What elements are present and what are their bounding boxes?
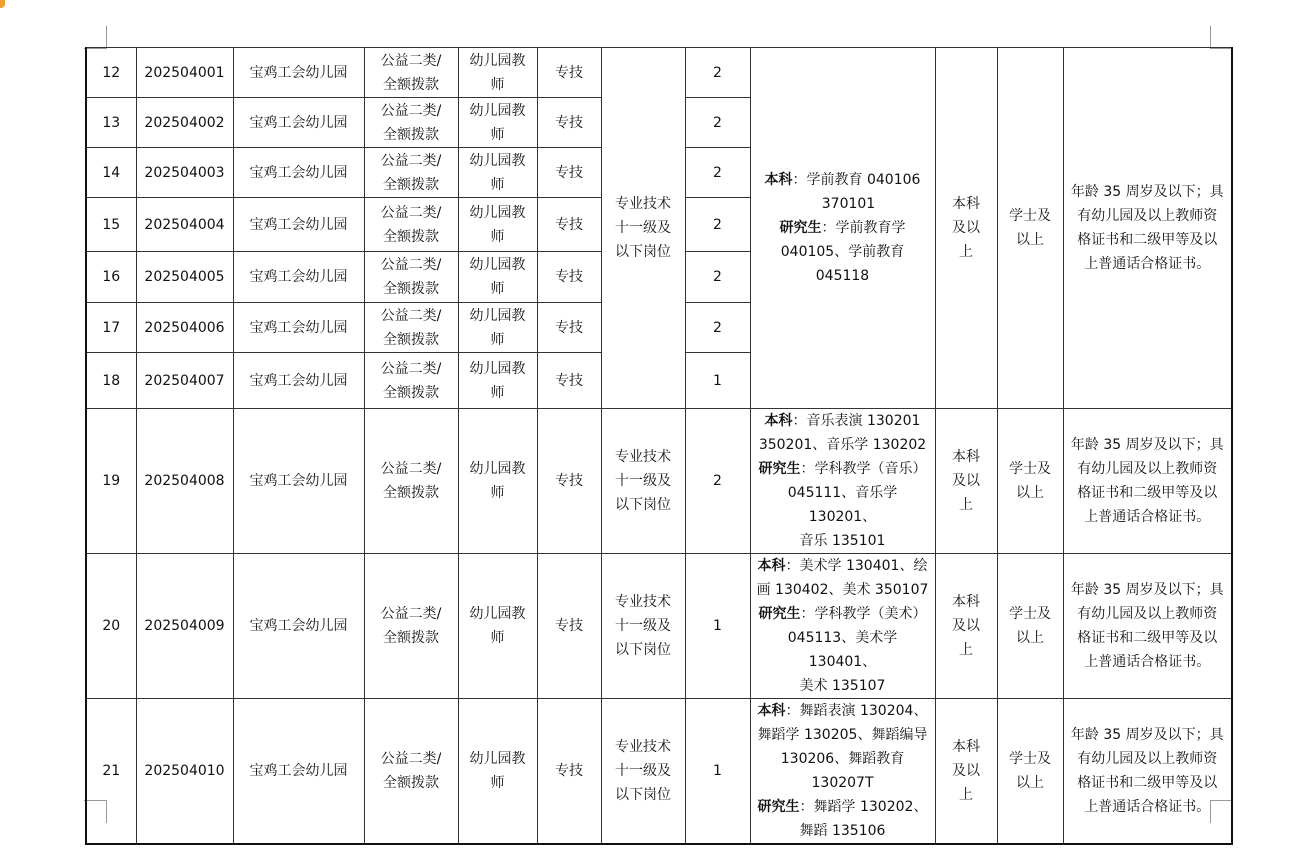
cell-post (458, 554, 537, 699)
bk-text-2: 370101 (821, 196, 876, 212)
table-row (86, 699, 1232, 845)
major-yjs-line (754, 457, 932, 481)
cell-degree (997, 554, 1063, 699)
cell-category: 专技 (537, 252, 601, 303)
cell-type (364, 198, 458, 252)
cell-no: 20 (86, 554, 136, 699)
cell-unit: 宝鸡工会幼儿园 (233, 48, 364, 98)
cell-category: 专技 (537, 699, 601, 845)
cell-requirement (1063, 409, 1232, 554)
cell-no: 19 (86, 409, 136, 554)
cell-unit: 宝鸡工会幼儿园 (233, 409, 364, 554)
req-line-3: 格证书和二级甲等及以 (1077, 232, 1218, 248)
cell-unit: 宝鸡工会幼儿园 (233, 98, 364, 148)
edu-line-3: 上 (959, 642, 973, 658)
edu-line-2: 及以 (952, 473, 980, 489)
cell-post (458, 148, 537, 198)
yjs-label: 研究生 (779, 220, 822, 236)
post-line-1: 幼儿园教 (469, 751, 526, 767)
cell-post (458, 198, 537, 252)
cell-no: 18 (86, 353, 136, 409)
yjs-text-1: ：学前教育学 (821, 220, 906, 236)
cell-code: 202504008 (136, 409, 233, 554)
cell-type (364, 98, 458, 148)
degree-line-2: 以上 (1016, 485, 1044, 501)
cell-code: 202504010 (136, 699, 233, 845)
post-line-2: 师 (490, 630, 505, 646)
cell-no: 12 (86, 48, 136, 98)
bk-text-4: 130207T (811, 775, 874, 791)
cell-category: 专技 (537, 303, 601, 353)
degree-line-1: 学士及 (1009, 606, 1051, 622)
bk-text-1: ：学前教育 040106 (792, 172, 921, 188)
cell-type (364, 48, 458, 98)
bk-text-3: 130206、舞蹈教育 (780, 751, 905, 767)
cell-degree-merged (997, 48, 1063, 409)
type-line-2: 全额拨款 (383, 331, 439, 348)
major-bk-line (754, 168, 932, 192)
cell-unit: 宝鸡工会幼儿园 (233, 148, 364, 198)
level-line-1: 专业技术 (615, 739, 671, 755)
bk-text-1: ：音乐表演 130201 (792, 413, 921, 429)
level-line-2: 十一级及 (615, 763, 671, 779)
level-line-2: 十一级及 (615, 220, 671, 236)
type-line-1: 公益二类/ (380, 461, 442, 477)
cell-code: 202504002 (136, 98, 233, 148)
cell-type (364, 148, 458, 198)
req-line-3: 格证书和二级甲等及以 (1077, 775, 1218, 791)
bk-text-2: 画 130402、美术 350107 (756, 582, 929, 598)
bk-label: 本科 (764, 172, 793, 188)
edu-line-1: 本科 (952, 449, 980, 465)
yjs-text-2: 045111、音乐学 130201、 (787, 485, 898, 525)
post-line-1: 幼儿园教 (469, 52, 526, 69)
major-yjs-line (754, 795, 932, 819)
cell-post (458, 252, 537, 303)
post-line-2: 师 (490, 176, 505, 193)
cell-code: 202504009 (136, 554, 233, 699)
cell-code: 202504003 (136, 148, 233, 198)
cell-unit: 宝鸡工会幼儿园 (233, 252, 364, 303)
cell-education (935, 409, 997, 554)
req-line-2: 有幼儿园及以上教师资 (1077, 606, 1218, 622)
cell-category: 专技 (537, 98, 601, 148)
yjs-label: 研究生 (757, 799, 800, 815)
edu-line-1: 本科 (952, 196, 980, 212)
type-line-2: 全额拨款 (383, 176, 439, 193)
bk-text-2: 350201、音乐学 130202 (758, 437, 927, 453)
post-line-1: 幼儿园教 (469, 461, 526, 477)
type-line-2: 全额拨款 (383, 281, 439, 297)
level-line-1: 专业技术 (615, 594, 671, 610)
cell-no: 17 (86, 303, 136, 353)
edu-line-1: 本科 (952, 739, 980, 755)
bk-text-1: ：美术学 130401、绘 (785, 558, 928, 574)
table-row (86, 48, 1232, 98)
cell-count: 2 (685, 148, 750, 198)
cell-unit: 宝鸡工会幼儿园 (233, 198, 364, 252)
cell-category: 专技 (537, 554, 601, 699)
post-line-2: 师 (490, 775, 505, 791)
cell-code: 202504006 (136, 303, 233, 353)
post-line-1: 幼儿园教 (469, 360, 526, 377)
cell-no: 21 (86, 699, 136, 845)
cell-type (364, 699, 458, 845)
post-line-2: 师 (490, 331, 505, 348)
cell-unit: 宝鸡工会幼儿园 (233, 303, 364, 353)
crop-mark-top-right (1210, 26, 1233, 49)
post-line-1: 幼儿园教 (469, 204, 526, 221)
cell-level (601, 554, 685, 699)
major-yjs-line (754, 602, 932, 626)
cell-degree (997, 699, 1063, 845)
cell-category: 专技 (537, 409, 601, 554)
bk-label: 本科 (764, 413, 793, 429)
cell-type (364, 252, 458, 303)
degree-line-1: 学士及 (1009, 751, 1051, 767)
cell-education (935, 554, 997, 699)
cell-no: 15 (86, 198, 136, 252)
cell-count: 2 (685, 98, 750, 148)
cell-post (458, 303, 537, 353)
level-line-1: 专业技术 (615, 449, 671, 465)
yjs-text-1: ：学科教学（美术） (800, 606, 927, 622)
cell-post (458, 353, 537, 409)
cell-requirement (1063, 699, 1232, 845)
cell-category: 专技 (537, 148, 601, 198)
post-line-2: 师 (490, 76, 505, 93)
edu-line-3: 上 (959, 497, 973, 513)
level-line-3: 以下岗位 (615, 497, 671, 513)
yjs-text-2: 040105、学前教育 045118 (780, 244, 905, 284)
cell-code: 202504005 (136, 252, 233, 303)
req-line-4: 上普通话合格证书。 (1084, 799, 1211, 815)
cell-type (364, 409, 458, 554)
cell-type (364, 554, 458, 699)
cell-type (364, 303, 458, 353)
post-line-1: 幼儿园教 (469, 102, 526, 119)
cell-no: 14 (86, 148, 136, 198)
type-line-2: 全额拨款 (383, 228, 439, 245)
degree-line-2: 以上 (1016, 775, 1044, 791)
level-line-2: 十一级及 (615, 473, 671, 489)
cell-code: 202504001 (136, 48, 233, 98)
cell-category: 专技 (537, 353, 601, 409)
post-line-2: 师 (490, 126, 505, 143)
cell-degree (997, 409, 1063, 554)
type-line-1: 公益二类/ (380, 307, 442, 324)
cell-code: 202504007 (136, 353, 233, 409)
major-bk-line (754, 409, 932, 433)
degree-line-1: 学士及 (1009, 461, 1051, 477)
req-line-4: 上普通话合格证书。 (1084, 509, 1211, 525)
cell-requirement-merged (1063, 48, 1232, 409)
cell-level (601, 409, 685, 554)
major-yjs-line (754, 216, 932, 240)
cell-major-merged (750, 48, 935, 409)
type-line-2: 全额拨款 (383, 76, 439, 93)
corner-marker (0, 0, 5, 8)
yjs-label: 研究生 (758, 606, 801, 622)
level-line-3: 以下岗位 (615, 787, 671, 803)
cell-major (750, 409, 935, 554)
post-line-1: 幼儿园教 (469, 606, 526, 622)
cell-category: 专技 (537, 198, 601, 252)
post-line-1: 幼儿园教 (469, 257, 526, 273)
yjs-text-1: ：舞蹈学 130202、 (799, 799, 928, 815)
degree-line-2: 以上 (1016, 630, 1044, 646)
bk-label: 本科 (757, 558, 786, 574)
edu-line-2: 及以 (952, 763, 980, 779)
yjs-text-2: 舞蹈 135106 (799, 823, 886, 839)
cell-major (750, 554, 935, 699)
bk-text-2: 舞蹈学 130205、舞蹈编导 (757, 727, 928, 743)
type-line-1: 公益二类/ (380, 606, 442, 622)
edu-line-3: 上 (959, 244, 973, 260)
cell-post (458, 48, 537, 98)
major-bk-line (754, 554, 932, 578)
type-line-2: 全额拨款 (383, 775, 439, 791)
cell-type (364, 353, 458, 409)
req-line-2: 有幼儿园及以上教师资 (1077, 208, 1218, 224)
type-line-1: 公益二类/ (380, 257, 442, 273)
cell-education-merged (935, 48, 997, 409)
recruitment-table (85, 47, 1233, 845)
req-line-1: 年龄 35 周岁及以下；具 (1070, 727, 1224, 743)
edu-line-2: 及以 (952, 618, 980, 634)
req-line-1: 年龄 35 周岁及以下；具 (1070, 184, 1224, 200)
cell-major (750, 699, 935, 845)
cell-count: 2 (685, 409, 750, 554)
yjs-text-2: 045113、美术学 130401、 (787, 630, 898, 670)
level-line-1: 专业技术 (615, 196, 671, 212)
post-line-2: 师 (490, 384, 505, 401)
cell-unit: 宝鸡工会幼儿园 (233, 554, 364, 699)
req-line-2: 有幼儿园及以上教师资 (1077, 461, 1218, 477)
cell-count: 1 (685, 699, 750, 845)
edu-line-2: 及以 (952, 220, 980, 236)
req-line-1: 年龄 35 周岁及以下；具 (1070, 582, 1224, 598)
type-line-1: 公益二类/ (380, 360, 442, 377)
type-line-1: 公益二类/ (380, 204, 442, 221)
cell-level (601, 699, 685, 845)
yjs-label: 研究生 (758, 461, 801, 477)
cell-count: 2 (685, 198, 750, 252)
degree-line-2: 以上 (1016, 232, 1044, 248)
cell-no: 16 (86, 252, 136, 303)
major-bk-line (754, 699, 932, 723)
post-line-2: 师 (490, 485, 505, 501)
cell-count: 1 (685, 554, 750, 699)
cell-count: 2 (685, 48, 750, 98)
table-row (86, 554, 1232, 699)
cell-post (458, 98, 537, 148)
cell-education (935, 699, 997, 845)
req-line-2: 有幼儿园及以上教师资 (1077, 751, 1218, 767)
post-line-2: 师 (490, 228, 505, 245)
req-line-1: 年龄 35 周岁及以下；具 (1070, 437, 1224, 453)
bk-label: 本科 (757, 703, 786, 719)
cell-code: 202504004 (136, 198, 233, 252)
req-line-4: 上普通话合格证书。 (1084, 256, 1211, 272)
yjs-text-3: 美术 135107 (799, 678, 886, 694)
post-line-1: 幼儿园教 (469, 307, 526, 324)
cell-unit: 宝鸡工会幼儿园 (233, 353, 364, 409)
type-line-2: 全额拨款 (383, 384, 439, 401)
cell-count: 2 (685, 303, 750, 353)
edu-line-1: 本科 (952, 594, 980, 610)
type-line-2: 全额拨款 (383, 630, 439, 646)
post-line-2: 师 (490, 281, 505, 297)
cell-category: 专技 (537, 48, 601, 98)
req-line-3: 格证书和二级甲等及以 (1077, 630, 1218, 646)
req-line-4: 上普通话合格证书。 (1084, 654, 1211, 670)
type-line-1: 公益二类/ (380, 751, 442, 767)
degree-line-1: 学士及 (1009, 208, 1051, 224)
crop-mark-top-left (84, 26, 107, 49)
yjs-text-3: 音乐 135101 (799, 533, 886, 549)
cell-unit: 宝鸡工会幼儿园 (233, 699, 364, 845)
cell-count: 2 (685, 252, 750, 303)
level-line-2: 十一级及 (615, 618, 671, 634)
level-line-3: 以下岗位 (615, 642, 671, 658)
req-line-3: 格证书和二级甲等及以 (1077, 485, 1218, 501)
table-row (86, 409, 1232, 554)
post-line-1: 幼儿园教 (469, 152, 526, 169)
cell-post (458, 699, 537, 845)
type-line-2: 全额拨款 (383, 485, 439, 501)
type-line-2: 全额拨款 (383, 126, 439, 143)
cell-no: 13 (86, 98, 136, 148)
type-line-1: 公益二类/ (380, 152, 442, 169)
edu-line-3: 上 (959, 787, 973, 803)
level-line-3: 以下岗位 (615, 244, 671, 260)
cell-post (458, 409, 537, 554)
cell-count: 1 (685, 353, 750, 409)
yjs-text-1: ：学科教学（音乐） (800, 461, 927, 477)
type-line-1: 公益二类/ (380, 102, 442, 119)
cell-requirement (1063, 554, 1232, 699)
bk-text-1: ：舞蹈表演 130204、 (785, 703, 928, 719)
cell-level-merged (601, 48, 685, 409)
type-line-1: 公益二类/ (380, 52, 442, 69)
